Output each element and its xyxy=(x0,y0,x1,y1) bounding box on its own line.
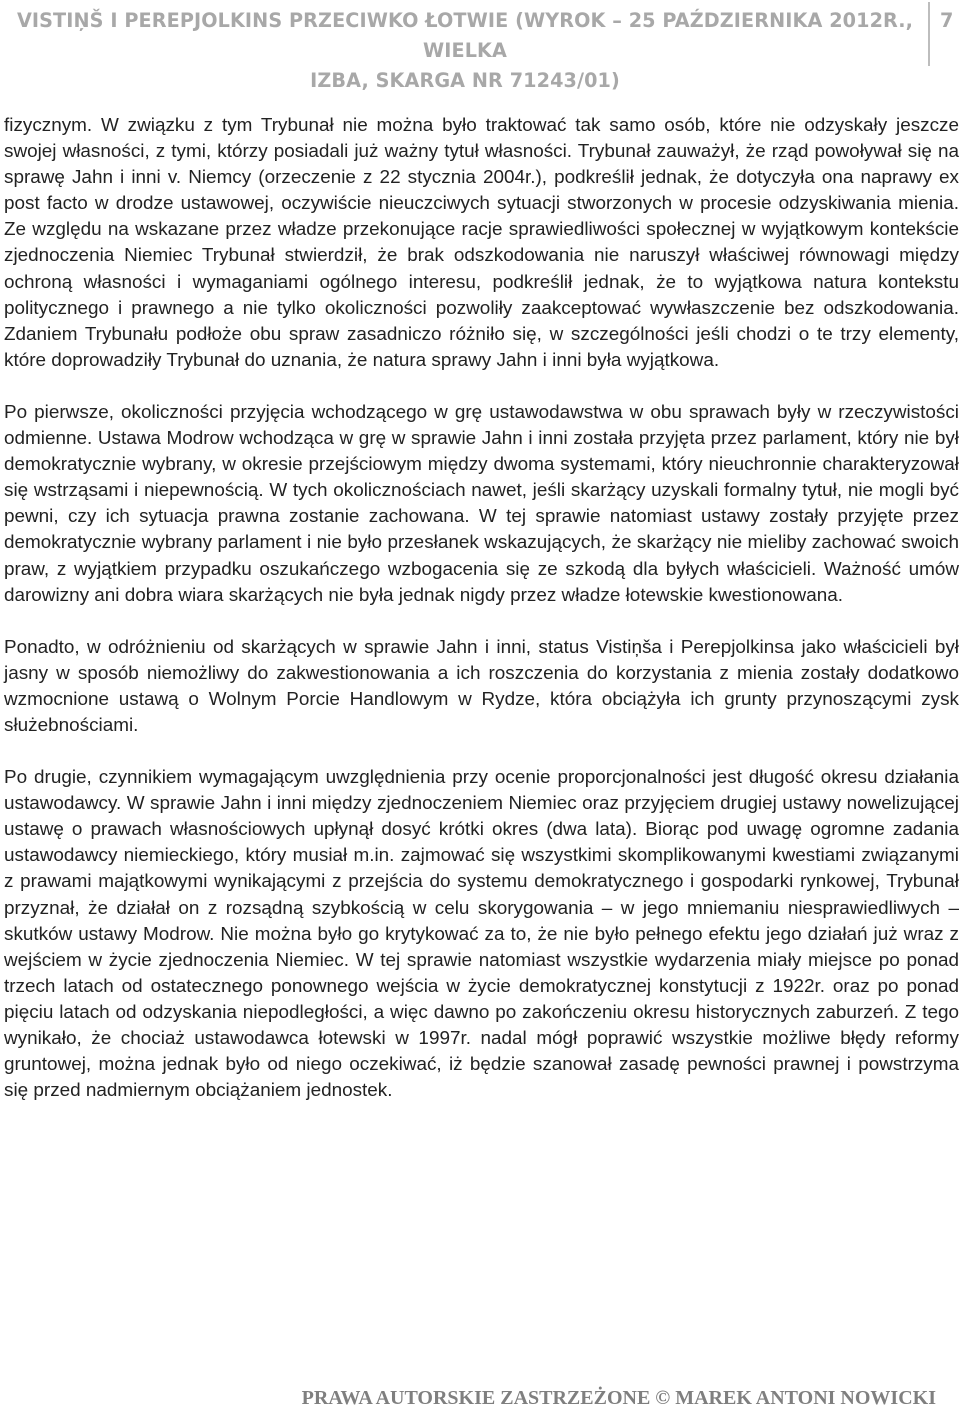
page-number: 7 xyxy=(940,9,954,32)
copyright-footer: PRAWA AUTORSKIE ZASTRZEŻONE © MAREK ANTONI NOWICKI xyxy=(301,1387,936,1409)
paragraph-3: Ponadto, w odróżnieniu od skarżących w sprawie Jahn i inni, status Vistiņša i Perepjolkinsa jako właścicieli był jasny w sposób niemożliwy do zakwestionowania a ich roszczenia do korzystania z mienia zostały dodatkowo wzmocnione ustawą o Wolnym Porcie Handlowym w Rydze, która obciążyła ich grunty przynoszącymi zysk służebnościami. xyxy=(4,636,959,736)
paragraph-4: Po drugie, czynnikiem wymagającym uwzględnienia przy ocenie proporcjonalności jest długość okresu działania ustawodawcy. W sprawie Jahn i inni między zjednoczeniem Niemiec oraz przyjęciem drugiej ustawy nowelizującej ustawę o prawach własnościowych upłynął dosyć krótki okres (dwa lata). Biorąc pod uwagę ogromne zadania ustawodawcy niemieckiego, który musiał m.in. zajmować się wszystkimi skomplikowanymi kwestiami związanymi z prawami majątkowymi wynikającymi z przejścia do systemu demokratycznego i gospodarki rynkowej, Trybunał przyznał, że działał on z rozsądną szybkością w celu skorygowania – w jego mniemaniu niesprawiedliwych – skutków ustawy Modrow. Nie można było go krytykować za to, że nie było pełnego efektu jego działań już wraz z wejściem w życie zjednoczenia Niemiec. W tej sprawie natomiast wszystkie wydarzenia miały miejsce po ponad trzech latach od ostatecznego ponownego wejścia w życie demokratycznej konstytucji z 1922r. oraz po ponad pięciu latach od odzyskania niepodległości, a więc dawno po zakończeniu okresu historycznych zaburzeń. Z tego wynikało, że chociaż ustawodawca łotewski w 1997r. nadal mógł poprawić wszystkie możliwe błędy reformy gruntowej, można jednak było od niego oczekiwać, iż będzie szanował zasadę pewności prawnej i powstrzyma się przed nadmiernym obciążaniem jednostek. xyxy=(4,767,959,1102)
page-header xyxy=(0,2,960,92)
paragraph-1: fizycznym. W związku z tym Trybunał nie można było traktować tak samo osób, które nie odzyskały jeszcze swojej własności, z tymi, którzy posiadali już ważny tytuł własności. Trybunał zauważył, że rząd powoływał się na sprawę Jahn i inni v. Niemcy (orzeczenie z 22 stycznia 2004r.), podkreślił jednak, że dotyczyła ona naprawy ex post facto w drodze ustawowej, oczywiście nieuczciwych sytuacji stworzonych w procesie odzyskiwania mienia. Ze względu na wskazane przez władze przekonujące racje sprawiedliwości społecznej w wyjątkowym kontekście zjednoczenia Niemiec Trybunał stwierdził, że brak odszkodowania nie naruszył właściwej równowagi między ochroną własności i wymaganiami ogólnego interesu, podkreślił jednak, że to wyjątkowa natura kontekstu politycznego i prawnego a nie tylko okoliczności pozwoliły zaakceptować wywłaszczenie bez odszkodowania. Zdaniem Trybunału podłoże obu spraw zasadniczo różniło się, w szczególności jeśli chodzi o te trzy elementy, które doprowadziły Trybunał do uznania, że natura sprawy Jahn i inni była wyjątkowa. xyxy=(4,115,959,371)
header-title-line-1: VISTIŅŠ I PEREPJOLKINS PRZECIWKO ŁOTWIE (WYROK – 25 PAŹDZIERNIKA 2012R., WIELKA xyxy=(16,9,914,62)
paragraph-2: Po pierwsze, okoliczności przyjęcia wchodzącego w grę ustawodawstwa w obu sprawach były w rzeczywistości odmienne. Ustawa Modrow wchodząca w grę w sprawie Jahn i inni została przyjęta przez parlament, który nie był demokratycznie wybrany, w okresie przejściowym między dwoma systemami, który nieuchronnie charakteryzował się wstrząsami i niepewnością. W tych okolicznościach nawet, jeśli skarżący uzyskali formalny tytuł, nie mogli być pewni, czy ich sytuacja prawna zostanie zachowana. W tej sprawie natomiast ustawy zostały przyjęte przez demokratycznie wybrany parlament i nie było przesłanek wskazujących, że skarżący nie mieliby zachować swoich praw, z wyjątkiem przypadku oszukańczego wzbogacenia się ze szkodą dla byłych właścicieli. Ważność umów darowizny ani dobra wiara skarżących nie była jednak nigdy przez władze łotewskie kwestionowana. xyxy=(4,401,959,606)
header-divider xyxy=(928,2,930,66)
document-body xyxy=(4,113,959,1104)
running-header-title xyxy=(0,6,930,96)
header-title-line-2: IZBA, SKARGA NR 71243/01) xyxy=(310,69,620,92)
